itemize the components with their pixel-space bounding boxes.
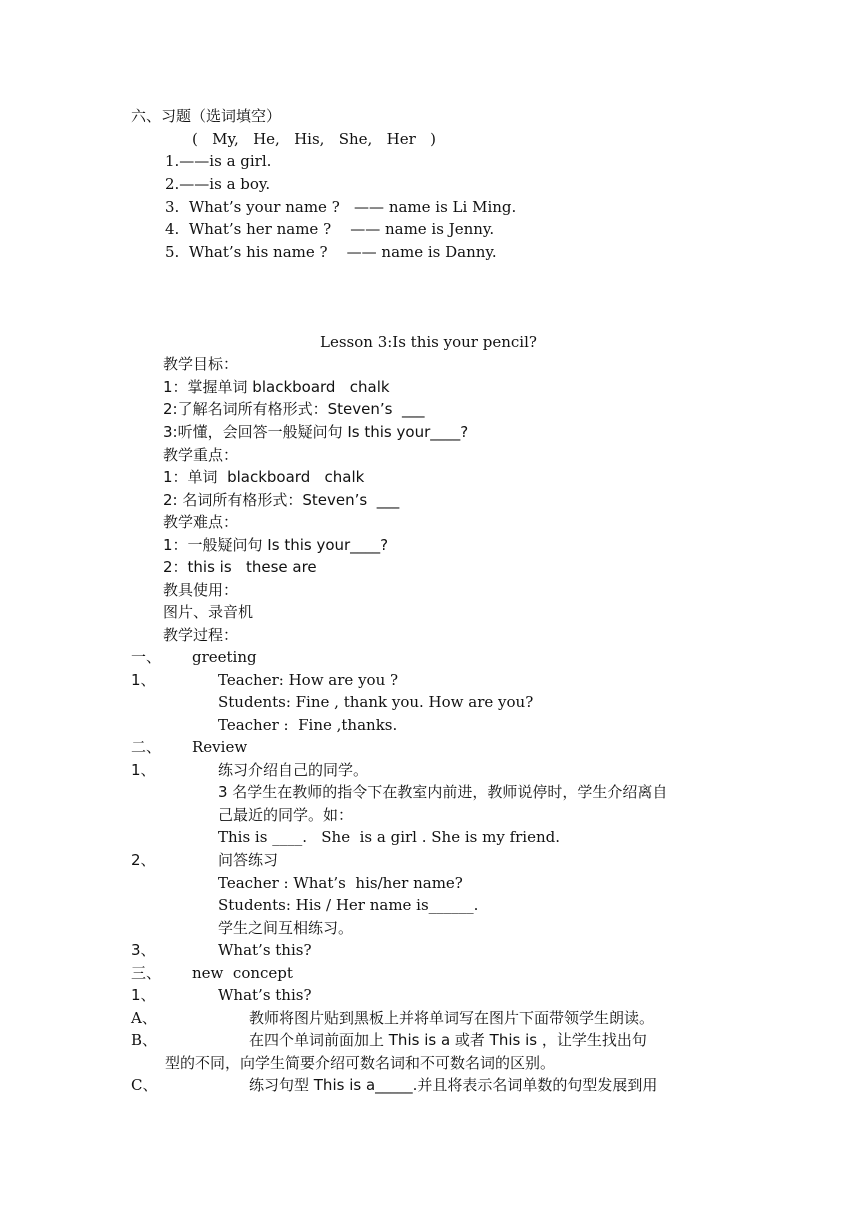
- item-line: Teacher : What’s his/her name?: [218, 874, 463, 892]
- key-item: 2: 名词所有格形式：Steven’s ___: [163, 491, 400, 509]
- lesson-title: Lesson 3:Is this your pencil?: [320, 333, 537, 351]
- dialogue-line: Students: Fine , thank you. How are you?: [218, 693, 534, 711]
- key-item: 1：单词 blackboard chalk: [163, 468, 365, 486]
- item-letter: C、: [131, 1076, 158, 1094]
- item-line: Students: His / Her name is______.: [218, 896, 479, 914]
- dialogue-line: Teacher : Fine ,thanks.: [218, 716, 398, 734]
- exercise-item: 1.——is a girl.: [165, 152, 272, 170]
- tools-heading: 教具使用：: [163, 581, 239, 599]
- item-number: 1、: [131, 761, 156, 779]
- item-number: 1、: [131, 986, 156, 1004]
- tools-text: 图片、录音机: [163, 603, 254, 621]
- exercise-item: 5. What’s his name ? —— name is Danny.: [165, 243, 497, 261]
- section-title: Review: [192, 738, 248, 756]
- item-number: 2、: [131, 851, 156, 869]
- item-number: 3、: [131, 941, 156, 959]
- section-title: new concept: [192, 964, 293, 982]
- goals-heading: 教学目标：: [163, 355, 239, 373]
- item-line: 练习介绍自己的同学。: [218, 761, 369, 779]
- item-line: What’s this?: [218, 986, 312, 1004]
- item-line: This is ____. She is a girl . She is my friend.: [218, 828, 560, 846]
- exercise-item: 4. What’s her name ? —— name is Jenny.: [165, 220, 495, 238]
- exercise-item: 2.——is a boy.: [165, 175, 271, 193]
- difficult-item: 2：this is these are: [163, 558, 317, 576]
- item-line: 练习句型 This is a_____.并且将表示名词单数的句型发展到用: [249, 1076, 658, 1094]
- item-line: What’s this?: [218, 941, 312, 959]
- section-number: 二、: [131, 738, 162, 756]
- process-heading: 教学过程：: [163, 626, 239, 644]
- item-line: 己最近的同学。如：: [218, 806, 354, 824]
- item-line: 问答练习: [218, 851, 279, 869]
- item-line: 教师将图片贴到黑板上并将单词写在图片下面带领学生朗读。: [249, 1009, 655, 1027]
- item-line: 型的不同，向学生简要介绍可数名词和不可数名词的区别。: [165, 1054, 556, 1072]
- difficult-heading: 教学难点：: [163, 513, 239, 531]
- key-heading: 教学重点：: [163, 446, 239, 464]
- section-number: 三、: [131, 964, 162, 982]
- difficult-item: 1：一般疑问句 Is this your____?: [163, 536, 389, 554]
- item-line: 在四个单词前面加上 This is a 或者 This is ，让学生找出句: [249, 1031, 647, 1049]
- dialogue-line: Teacher: How are you ?: [218, 671, 399, 689]
- section-number: 一、: [131, 648, 162, 666]
- item-number: 1、: [131, 671, 156, 689]
- item-letter: A、: [131, 1009, 157, 1027]
- goal-item: 1：掌握单词 blackboard chalk: [163, 378, 390, 396]
- item-line: 学生之间互相练习。: [218, 919, 354, 937]
- goal-item: 2:了解名词所有格形式：Steven’s ___: [163, 400, 425, 418]
- exercise-options: ( My, He, His, She, Her ): [192, 130, 436, 148]
- item-line: 3 名学生在教师的指令下在教室内前进，教师说停时，学生介绍离自: [218, 783, 668, 801]
- item-letter: B、: [131, 1031, 158, 1049]
- exercise-heading: 六、习题（选词填空）: [131, 107, 282, 125]
- exercise-item: 3. What’s your name ? —— name is Li Ming.: [165, 198, 517, 216]
- section-title: greeting: [192, 648, 257, 666]
- goal-item: 3:听懂，会回答一般疑问句 Is this your____?: [163, 423, 469, 441]
